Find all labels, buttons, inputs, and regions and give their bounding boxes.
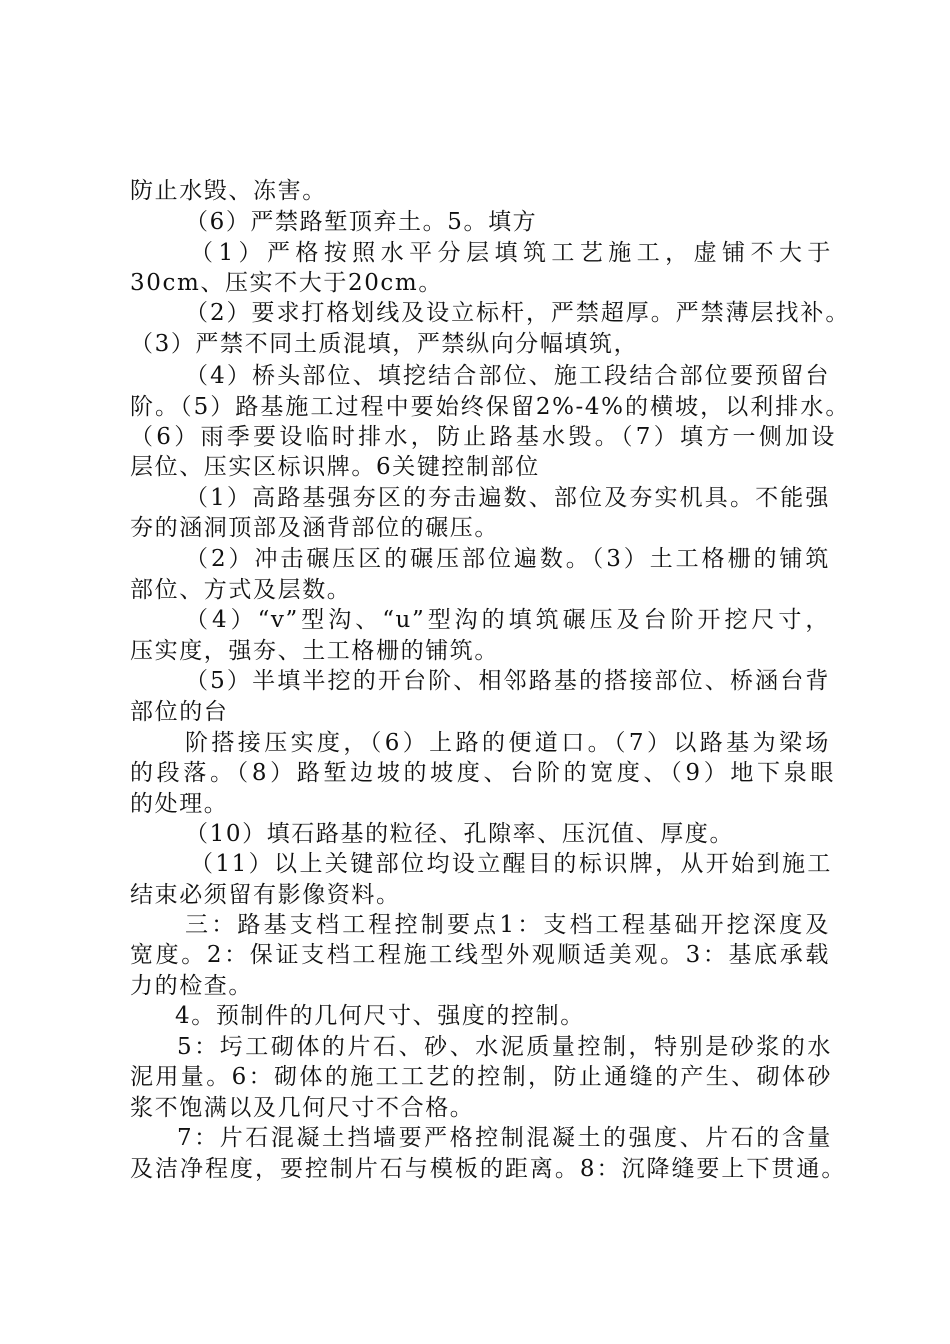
text-line: （1）严格按照水平分层填筑工艺施工，虚铺不大于 — [190, 240, 832, 266]
text-line: 压实度，强夯、土工格栅的铺筑。 — [130, 638, 499, 664]
text-line: 4。预制件的几何尺寸、强度的控制。 — [175, 1003, 585, 1029]
text-line: 防止水毁、冻害。 — [130, 178, 327, 204]
text-line: 阶搭接压实度，（6）上路的便道口。（7）以路基为梁场 — [185, 730, 830, 756]
text-line: （2）冲击碾压区的碾压部位遍数。（3）土工格栅的铺筑 — [185, 546, 830, 572]
text-line: 阶。（5）路基施工过程中要始终保留2%-4%的横坡，以利排水。 — [130, 394, 850, 420]
text-line: （10）填石路基的粒径、孔隙率、压沉值、厚度。 — [185, 821, 735, 847]
text-line: 部位的台 — [130, 699, 229, 725]
text-line: 力的检查。 — [130, 973, 253, 999]
text-line: 及洁净程度，要控制片石与模板的距离。8：沉降缝要上下贯通。 — [130, 1156, 846, 1182]
text-line: 宽度。2：保证支档工程施工线型外观顺适美观。3：基底承载 — [130, 942, 830, 968]
text-line: 7：片石混凝土挡墙要严格控制混凝土的强度、片石的含量 — [177, 1125, 832, 1151]
text-line: 层位、压实区标识牌。6关键控制部位 — [130, 454, 540, 480]
text-line: （4）“v”型沟、“u”型沟的填筑碾压及台阶开挖尺寸， — [185, 607, 830, 633]
text-line: （2）要求打格划线及设立标杆，严禁超厚。严禁薄层找补。 — [185, 300, 850, 326]
text-line: （5）半填半挖的开台阶、相邻路基的搭接部位、桥涵台背 — [185, 668, 830, 694]
text-line: 30cm、压实不大于20cm。 — [130, 270, 443, 296]
text-line: 的段落。（8）路堑边坡的坡度、台阶的宽度、（9）地下泉眼 — [130, 760, 835, 786]
text-line: 部位、方式及层数。 — [130, 577, 352, 603]
text-line: 结束必须留有影像资料。 — [130, 882, 401, 908]
text-line: （6）雨季要设临时排水，防止路基水毁。（7）填方一侧加设 — [130, 424, 836, 450]
text-line: 5：圬工砌体的片石、砂、水泥质量控制，特别是砂浆的水 — [177, 1034, 832, 1060]
text-line: （1）高路基强夯区的夯击遍数、部位及夯实机具。不能强 — [185, 485, 830, 511]
text-line: （3）严禁不同土质混填，严禁纵向分幅填筑， — [130, 331, 639, 357]
text-line: 三：路基支档工程控制要点1：支档工程基础开挖深度及 — [185, 912, 830, 938]
text-line: 浆不饱满以及几何尺寸不合格。 — [130, 1095, 475, 1121]
text-line: （6）严禁路堑顶弃土。5。填方 — [185, 209, 538, 235]
text-line: 的处理。 — [130, 791, 229, 817]
text-line: （11）以上关键部位均设立醒目的标识牌，从开始到施工 — [190, 851, 832, 877]
text-line: （4）桥头部位、填挖结合部位、施工段结合部位要预留台 — [185, 363, 830, 389]
text-line: 夯的涵洞顶部及涵背部位的碾压。 — [130, 515, 499, 541]
text-line: 泥用量。6：砌体的施工工艺的控制，防止通缝的产生、砌体砂 — [130, 1064, 832, 1090]
